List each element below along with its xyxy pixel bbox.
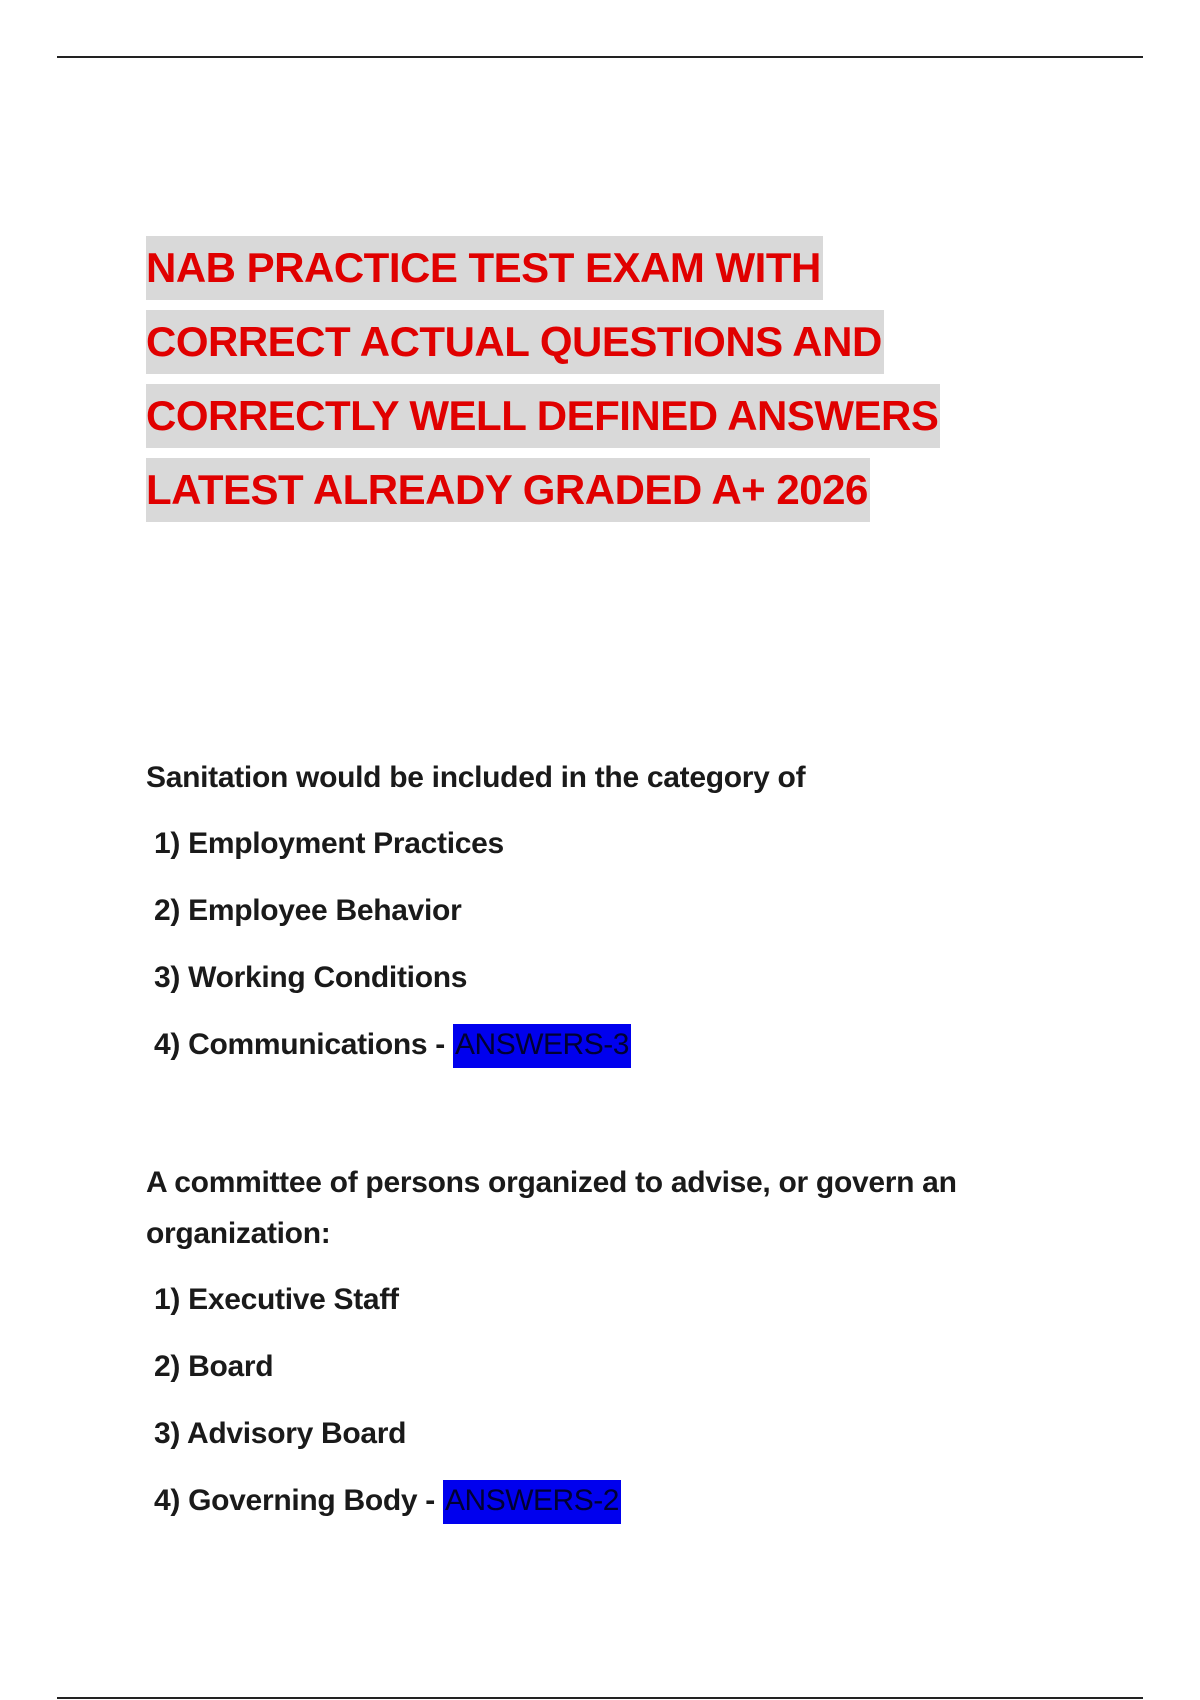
answer-highlight: ANSWERS-2 [443, 1480, 621, 1524]
title-line-text: CORRECTLY WELL DEFINED ANSWERS [146, 384, 940, 448]
option-item [146, 1018, 1046, 1085]
question-text: A committee of persons organized to advise, or govern an organization: [146, 1166, 957, 1250]
question-block [146, 1157, 1046, 1541]
title-line [146, 310, 1046, 384]
option-item: 3) Advisory Board [154, 1417, 407, 1450]
option-item: 2) Board [154, 1350, 274, 1383]
option-item-text: 4) Governing Body - [154, 1484, 444, 1517]
footer-rule [57, 1697, 1143, 1699]
answer-highlight: ANSWERS-3 [453, 1024, 631, 1068]
question-block [146, 752, 1046, 1085]
title-line [146, 236, 1046, 310]
title-line-text: LATEST ALREADY GRADED A+ 2026 [146, 458, 870, 522]
title-line [146, 458, 1046, 532]
document-title [146, 236, 1046, 532]
option-list [146, 1273, 1046, 1541]
title-line [146, 384, 1046, 458]
option-item: 2) Employee Behavior [154, 894, 462, 927]
option-list [146, 817, 1046, 1085]
question-text: Sanitation would be included in the category of [146, 761, 806, 794]
header-rule [57, 56, 1143, 58]
option-item: 1) Employment Practices [154, 827, 504, 860]
option-item [146, 1474, 1046, 1541]
option-item: 3) Working Conditions [154, 961, 468, 994]
option-item: 1) Executive Staff [154, 1283, 399, 1316]
title-line-text: NAB PRACTICE TEST EXAM WITH [146, 236, 823, 300]
title-line-text: CORRECT ACTUAL QUESTIONS AND [146, 310, 884, 374]
option-item-text: 4) Communications - [154, 1028, 454, 1061]
